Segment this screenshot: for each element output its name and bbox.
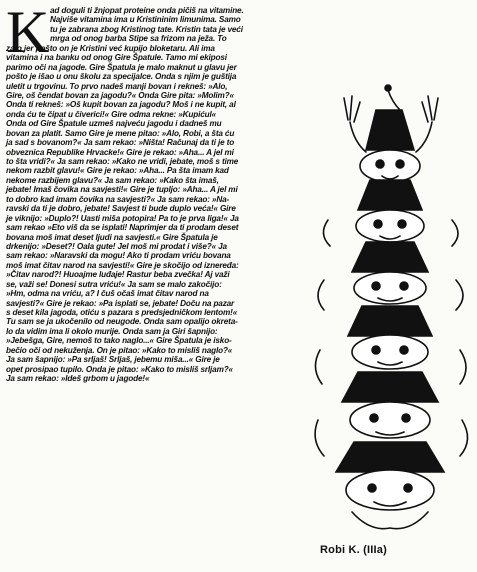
article-line: bovan za platit. Samo Gire je mene pitao: »Alo, Robi, a šta ću	[6, 128, 235, 138]
article-line: obveznica Republike Hrvacke!« Gire je rekao: »Aha... A jel mi	[6, 147, 234, 157]
article-line: Onda ti rekneš: »Oš kupit bovan za jagodu? Moš i ne kupit, al	[6, 100, 236, 110]
article-signature: Robi K. (IIIa)	[320, 544, 387, 556]
article-line: jebate! Imaš čovika na savjesti!« Gire je tupljo: »Aha... A jel mi	[6, 185, 238, 195]
gnome-heads	[336, 110, 444, 510]
drop-cap: K	[6, 0, 50, 65]
article-line: lo da vidim ima li okolo murije. Onda sam ja Giri šapnijo:	[6, 326, 218, 336]
article-line: nekome razbijem glavu?« Ja sam rekao: »Kako šta imaš,	[6, 175, 219, 185]
article-line: drkenijo: »Deset?! Oala gute! Jel moš mi prodat i više?« Ja	[6, 241, 227, 251]
article-line: to šta vridi?« Ja sam rekao: »Kako ne vridi, jebate, moš s time	[6, 157, 239, 166]
article-line: bovana moš imat deset ljudi na savjesti.« Gire Špatula je	[6, 232, 218, 242]
article-line: savjesti?« Gire je rekao: »Pa isplati se, jebate! Doču na pazar	[6, 298, 235, 308]
article-line: Tu sam se ja ukočenilo od neugode. Onda sam opalijo okreta-	[6, 317, 238, 327]
article-line: ad doguli ti žnjopat proteine onda pičiš na vitamine.	[50, 6, 244, 15]
article-line: »Jebešga, Gire, nemoš to tako naglo...« Gire Špatula je isko-	[6, 336, 232, 346]
article-line: se, važi se! Donesi sutra vriću!« Ja sam se malo zakočijo:	[6, 279, 222, 289]
article-line: vitamina i na banku od onog Gire Špatule. Tamo mi ekiposi	[6, 53, 227, 63]
article-line: Ja sam šapnijo: »Pa srljaš! Srljaš, jebemu miša...« Gire je	[6, 355, 220, 365]
article-line: parimo oči na jagode. Gire Špatula je malo maknut u glavu jer	[6, 62, 237, 72]
article-line: tu je zabrana zbog Kristinog tate. Kristin tata je veći	[50, 24, 243, 34]
gnome-totem-icon	[310, 80, 477, 535]
article-line: zato jer pošto on je Kristini već kupijo bloketaru. Ali ima	[6, 43, 215, 53]
article-line: bečio oči od nekuženja. On je pitao: »Kako to misliš naglo?«	[6, 345, 233, 355]
article-line: »Čitav narod?! Huoajme luđaje! Rastur beba zvečka! Aj važi	[6, 270, 230, 280]
article-line: s deset kila jagoda, otiću s pazara s predsjedničkom lentom!«	[6, 308, 238, 317]
article-line: ravski da ti je dobro, jebate! Savjest ti bude duplo veća!« Gire	[6, 204, 236, 214]
article-line: Gire, oš čendat bovan za jagodu?« Onda Gire pita: »Molim?«	[6, 90, 234, 100]
article-line: nekom razbit glavu!« Gire je rekao: »Aha... Pa šta imam kad	[6, 166, 229, 176]
article-line: Ja sam rekao: »Ideš grbom u jagode!«	[6, 374, 150, 384]
article-line: je viknijo: »Duplo?! Uasti miša potopira! Pa to je prva liga!« Ja	[6, 213, 239, 223]
article-line: sam rekao: »Naravski da mogu! Ako ti prodam vriću bovana	[6, 251, 231, 261]
article-line: Onda od Gire Špatule uzmeš najveću jagodu i dadneš mu	[6, 119, 222, 129]
article-body	[6, 0, 316, 384]
article-line: moš imat čitav narod na savjesti!« Gire je skočijo od izneređa:	[6, 260, 239, 270]
article-line: mrga od onog barba Stipe sa frizom na ježa. To	[50, 34, 227, 44]
article-line: »Hm, odma na vriću, a? I čuš očaš imat čitav narod na	[6, 289, 209, 299]
article-line: pošto je išao u onu školu za specijalce. Onda s njim je guštija	[6, 72, 237, 82]
article-line: sam rekao »Eto viš da se isplati! Naprimjer da ti prodam deset	[6, 223, 239, 233]
article-line: ja sad s bovanom?« Ja sam rekao: »Ništa! Računaj da ti je to	[6, 138, 235, 148]
article-line: uletit u trgovinu. To prvo nadeš manji bovan i rekneš: »Alo,	[6, 81, 228, 91]
article-line: to dobro kad imam čovika na savjesti?« Ja sam rekao: »Na-	[6, 194, 230, 204]
article-line: opet prosipao tupilo. Onda je pitao: »Kako to misliš srljam?«	[6, 364, 233, 374]
article-line: onda ću te čipat u čiverici!« Gire odma rekne: »Kupićul«	[6, 109, 217, 119]
article-line: Najviše vitamina ima u Kristininim limunima. Samo	[50, 15, 241, 25]
